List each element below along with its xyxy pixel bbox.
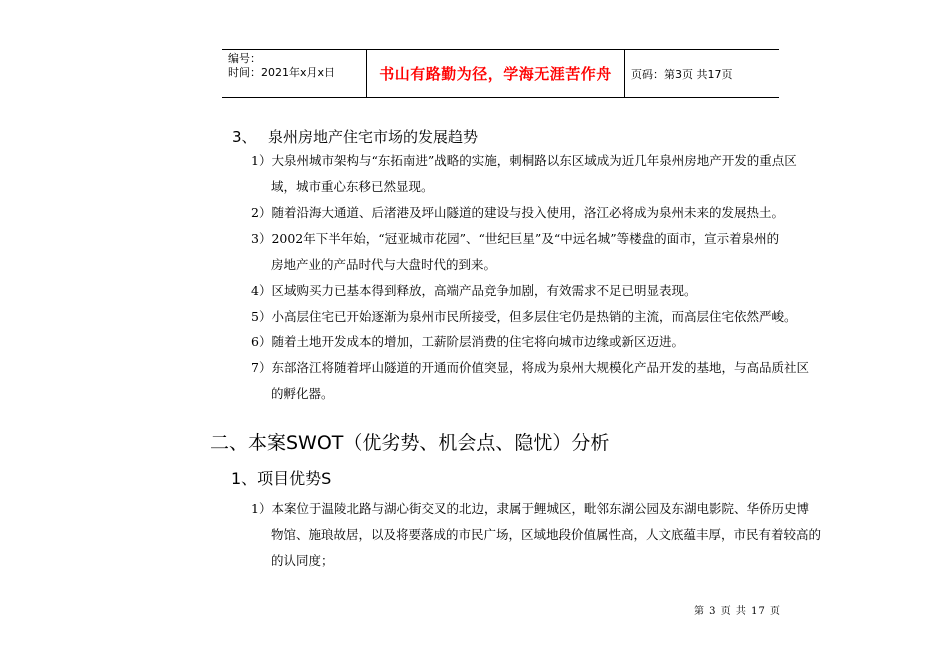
document-number-label: 编号：: [228, 52, 261, 65]
list-item: [251, 200, 871, 226]
header-motto: 书山有路勤为径，学海无涯苦作舟: [367, 50, 625, 97]
list-item-line: 域，城市重心东移已然显现。: [271, 179, 434, 194]
list-item-line: 7）东部洛江将随着坪山隧道的开通而价值突显，将成为泉州大规模化产品开发的基地，与高品质社区: [251, 360, 809, 375]
document-date-label: 时间：2021年x月x日: [228, 66, 336, 79]
list-item-line: 6）随着土地开发成本的增加，工薪阶层消费的住宅将向城市边缘或新区迈进。: [251, 334, 684, 349]
list-item-line: 1）本案位于温陵北路与湖心街交叉的北边，隶属于鲤城区，毗邻东湖公园及东湖电影院、华侨历史博: [251, 501, 809, 516]
section-3-number: 3、: [232, 128, 257, 146]
chapter-2-heading: 二、本案SWOT（优劣势、机会点、隐忧）分析: [210, 432, 610, 454]
list-item-line: 1）大泉州城市架构与“东拓南进”战略的实施，刺桐路以东区域成为近几年泉州房地产开发的重点区: [251, 153, 797, 168]
section-3-title: 泉州房地产住宅市场的发展趋势: [268, 128, 479, 146]
header-meta-cell: [222, 50, 367, 97]
list-item-line: 3）2002年下半年始，“冠亚城市花园”、“世纪巨星”及“中远名城”等楼盘的面市，宣示着泉州的: [251, 231, 780, 246]
list-item: [251, 496, 871, 574]
header-page-code: 页码：第3页 共17页: [631, 67, 733, 81]
list-item-line: 2）随着沿海大通道、后渚港及坪山隧道的建设与投入使用，洛江必将成为泉州未来的发展热土。: [251, 205, 784, 220]
list-item-line: 4）区域购买力已基本得到释放，高端产品竞争加剧，有效需求不足已明显表现。: [251, 283, 697, 298]
list-item-line: 的认同度；: [271, 553, 334, 568]
list-item-line: 物馆、施琅故居，以及将要落成的市民广场，区域地段价值属性高，人文底蕴丰厚，市民有着较高的: [271, 527, 822, 542]
list-item-line: 房地产业的产品时代与大盘时代的到来。: [271, 257, 497, 272]
list-item: [251, 226, 871, 278]
subsection-1-heading: 1、项目优势S: [231, 469, 332, 488]
list-item-line: 的孵化器。: [271, 386, 334, 401]
list-item-line: 5）小高层住宅已开始逐渐为泉州市民所接受，但多层住宅仍是热销的主流，而高层住宅依然严峻。: [251, 309, 797, 324]
list-item: [251, 355, 871, 407]
list-item: [251, 148, 871, 200]
list-item: [251, 278, 871, 304]
section-3-heading: [232, 127, 478, 147]
page-footer: 第 3 页 共 17 页: [694, 606, 781, 617]
header-table: [222, 49, 779, 98]
list-item: [251, 329, 871, 355]
list-item: [251, 304, 871, 330]
